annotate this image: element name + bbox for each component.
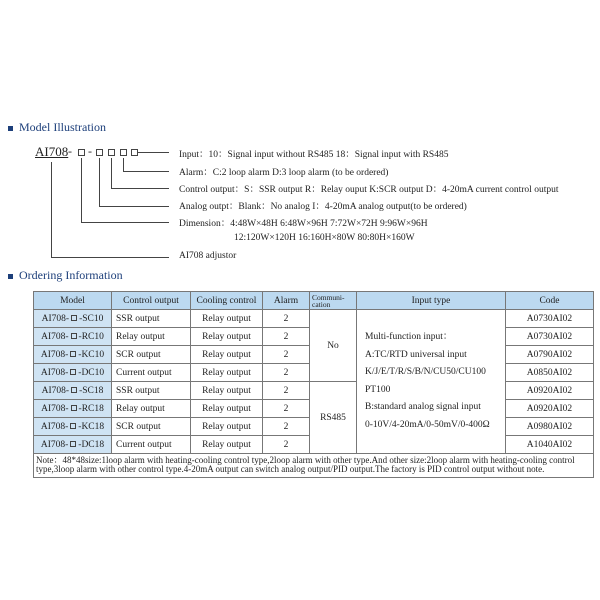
- placeholder-box: [120, 149, 127, 156]
- bullet-square-icon: [8, 274, 13, 279]
- alarm-cell: 2: [263, 400, 310, 418]
- cooling-control-cell: Relay output: [191, 382, 263, 400]
- header-communication: Communi-cation: [310, 292, 357, 310]
- dash: -: [68, 144, 72, 158]
- model-cell: AI708- -KC18: [34, 418, 112, 436]
- header-input-type: Input type: [357, 292, 506, 310]
- table-header-row: [34, 292, 594, 310]
- input-type-cell: [357, 310, 506, 454]
- alarm-cell: 2: [263, 310, 310, 328]
- alarm-label: Alarm：C:2 loop alarm D:3 loop alarm (to be ordered): [179, 168, 389, 178]
- control-output-cell: SCR output: [112, 346, 191, 364]
- alarm-cell: 2: [263, 346, 310, 364]
- code-cell: A0730AI02: [506, 328, 594, 346]
- control-output-cell: SSR output: [112, 310, 191, 328]
- model-cell: AI708- -DC10: [34, 364, 112, 382]
- alarm-cell: 2: [263, 418, 310, 436]
- placeholder-box: [96, 149, 103, 156]
- connector-line: [51, 257, 169, 258]
- code-cell: A0920AI02: [506, 400, 594, 418]
- dimension-label-cont: 12:120W×120H 16:160H×80W 80:80H×160W: [234, 233, 415, 243]
- header-alarm: Alarm: [263, 292, 310, 310]
- bullet-square-icon: [8, 126, 13, 131]
- model-illustration-heading: Model Illustration: [8, 120, 106, 135]
- cooling-control-cell: Relay output: [191, 364, 263, 382]
- cooling-control-cell: Relay output: [191, 400, 263, 418]
- placeholder-box-icon: [70, 423, 76, 429]
- dash: -: [88, 144, 92, 158]
- model-cell: AI708- -RC18: [34, 400, 112, 418]
- code-cell: A0920AI02: [506, 382, 594, 400]
- connector-line: [99, 206, 169, 207]
- input-type-line: B:standard analog signal input: [365, 402, 481, 412]
- connector-line: [123, 171, 169, 172]
- control-output-cell: Relay output: [112, 400, 191, 418]
- model-cell: AI708- -KC10: [34, 346, 112, 364]
- alarm-cell: 2: [263, 382, 310, 400]
- placeholder-box: [108, 149, 115, 156]
- input-type-line: PT100: [365, 384, 391, 395]
- table-row: [34, 382, 594, 400]
- input-type-line: Multi-function input：: [365, 332, 453, 342]
- placeholder-box: [131, 149, 138, 156]
- cooling-control-cell: Relay output: [191, 310, 263, 328]
- alarm-cell: 2: [263, 436, 310, 454]
- control-output-cell: Relay output: [112, 328, 191, 346]
- table-note: Note：48*48size:1loop alarm with heating-cooling control type,2loop alarm with other type.And other size:2loop alarm with heating-cooling control type,3loop alarm with other control type.4-20mA output can switch analog output/PID output.The factory is PID control output without note.: [34, 454, 594, 478]
- placeholder-box-icon: [71, 387, 77, 393]
- control-output-cell: Current output: [112, 436, 191, 454]
- code-cell: A0730AI02: [506, 310, 594, 328]
- placeholder-box-icon: [70, 351, 76, 357]
- cooling-control-cell: Relay output: [191, 328, 263, 346]
- ordering-table: [33, 291, 594, 478]
- placeholder-box-icon: [71, 405, 77, 411]
- placeholder-box-icon: [70, 441, 76, 447]
- model-cell: AI708- -DC18: [34, 436, 112, 454]
- input-type-line: 0-10V/4-20mA/0-50mV/0-400Ω: [365, 419, 490, 430]
- placeholder-box-icon: [71, 333, 77, 339]
- control-output-cell: SCR output: [112, 418, 191, 436]
- communication-cell: RS485: [310, 382, 357, 454]
- connector-line: [111, 188, 169, 189]
- control-output-label: Control output：S：SSR output R：Relay ouput K:SCR output D：4-20mA current control output: [179, 185, 559, 195]
- model-cell: AI708- -SC10: [34, 310, 112, 328]
- placeholder-box-icon: [71, 315, 77, 321]
- input-type-line: K/J/E/T/R/S/B/N/CU50/CU100: [365, 367, 486, 377]
- model-prefix: AI708: [35, 144, 69, 159]
- control-output-cell: SSR output: [112, 382, 191, 400]
- connector-line: [138, 152, 169, 153]
- model-cell: AI708- -RC10: [34, 328, 112, 346]
- header-code: Code: [506, 292, 594, 310]
- code-cell: A0790AI02: [506, 346, 594, 364]
- header-control-output: Control output: [112, 292, 191, 310]
- header-model: Model: [34, 292, 112, 310]
- table-row: [34, 310, 594, 328]
- cooling-control-cell: Relay output: [191, 418, 263, 436]
- dimension-label: Dimension：4:48W×48H 6:48W×96H 7:72W×72H 9:96W×96H: [179, 219, 428, 229]
- input-type-line: A:TC/RTD universal input: [365, 349, 467, 360]
- header-cooling-control: Cooling control: [191, 292, 263, 310]
- code-cell: A0980AI02: [506, 418, 594, 436]
- cooling-control-cell: Relay output: [191, 346, 263, 364]
- cooling-control-cell: Relay output: [191, 436, 263, 454]
- control-output-cell: Current output: [112, 364, 191, 382]
- code-cell: A1040AI02: [506, 436, 594, 454]
- placeholder-box: [78, 149, 85, 156]
- communication-cell: No: [310, 310, 357, 382]
- placeholder-box-icon: [70, 369, 76, 375]
- ordering-information-heading: Ordering Information: [8, 268, 123, 283]
- adjustor-label: AI708 adjustor: [179, 251, 237, 261]
- code-cell: A0850AI02: [506, 364, 594, 382]
- model-cell: AI708- -SC18: [34, 382, 112, 400]
- alarm-cell: 2: [263, 364, 310, 382]
- connector-line: [81, 222, 169, 223]
- input-label: Input：10：Signal input without RS485 18：Signal input with RS485: [179, 150, 449, 160]
- alarm-cell: 2: [263, 328, 310, 346]
- analog-output-label: Analog outpt：Blank：No analog I：4-20mA analog output(to be ordered): [179, 202, 467, 212]
